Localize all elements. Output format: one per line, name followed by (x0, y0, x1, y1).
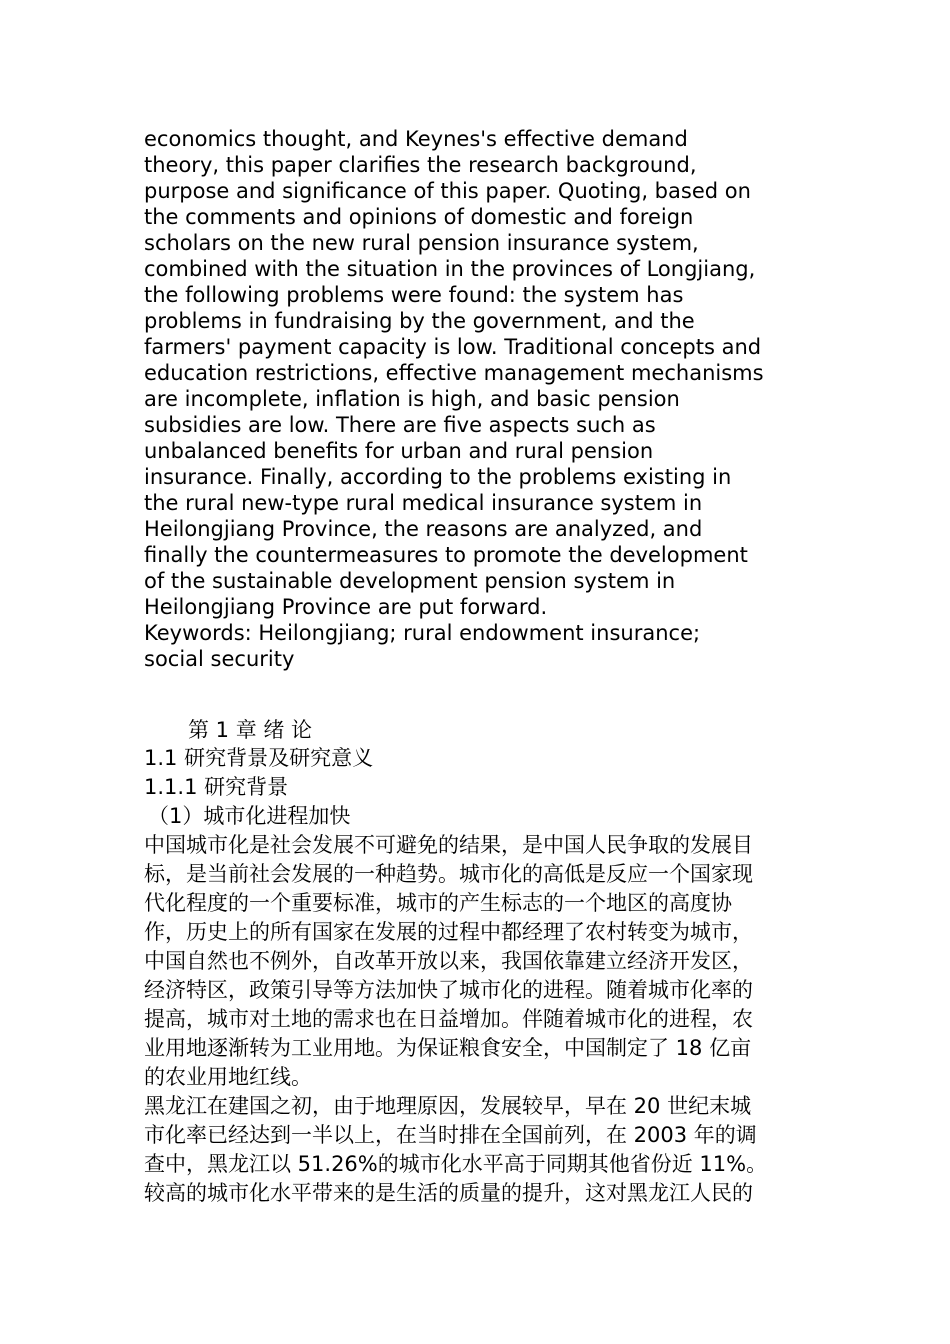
section-heading-1-1: 1.1 研究背景及研究意义 (144, 746, 374, 770)
body-paragraph-urbanization: 中国城市化是社会发展不可避免的结果，是中国人民争取的发展目 标，是当前社会发展的一种趋势。城市化的高低是反应一个国家现 代化程度的一个重要标准，城市的产生标志的一个地区的高度协 作，历史上的所有国家在发展的过程中都经理了农村转变为城市， 中国自然也不例外，自改革开放以来，我国依靠建立经济开发区， 经济特区，政策引导等方法加快了城市化的进程。随着城市化率的 提高，城市对土地的需求也在日益增加。伴随着城市化的进程，农 业用地逐渐转为工业用地。为保证粮食安全，中国制定了 18 亿亩 的农业用地红线。 (144, 833, 753, 1089)
document-page (144, 126, 824, 1208)
section-heading-1-1-1: 1.1.1 研究背景 (144, 775, 289, 799)
body-paragraph-heilongjiang: 黑龙江在建国之初，由于地理原因，发展较早，早在 20 世纪末城 市化率已经达到一半以上，在当时排在全国前列，在 2003 年的调 查中，黑龙江以 51.26%的城市化水平高于同期其他省份近 11%。 较高的城市化水平带来的是生活的质量的提升，这对黑龙江人民的 (144, 1094, 768, 1205)
abstract-keywords: Keywords: Heilongjiang; rural endowment insurance; social security (144, 621, 701, 671)
abstract-english-body: economics thought, and Keynes's effective demand theory, this paper clarifies the research background, purpose and significance of this paper. Quoting, based on the comments and opinions of domestic and foreign scholars on the new rural pension insurance system, combined with the situation in the provinces of Longjiang, the following problems were found: the system has problems in fundraising by the government, and the farmers' payment capacity is low. Traditional concepts and education restrictions, effective management mechanisms are incomplete, inflation is high, and basic pension subsidies are low. There are five aspects such as unbalanced benefits for urban and rural pension insurance. Finally, according to the problems existing in the rural new-type rural medical insurance system in Heilongjiang Province, the reasons are analyzed, and finally the countermeasures to promote the development of the sustainable development pension system in Heilongjiang Province are put forward. (144, 127, 764, 619)
subsection-heading-urbanization: （1）城市化进程加快 (148, 804, 351, 828)
chapter-title: 第 1 章 绪 论 (188, 718, 313, 742)
